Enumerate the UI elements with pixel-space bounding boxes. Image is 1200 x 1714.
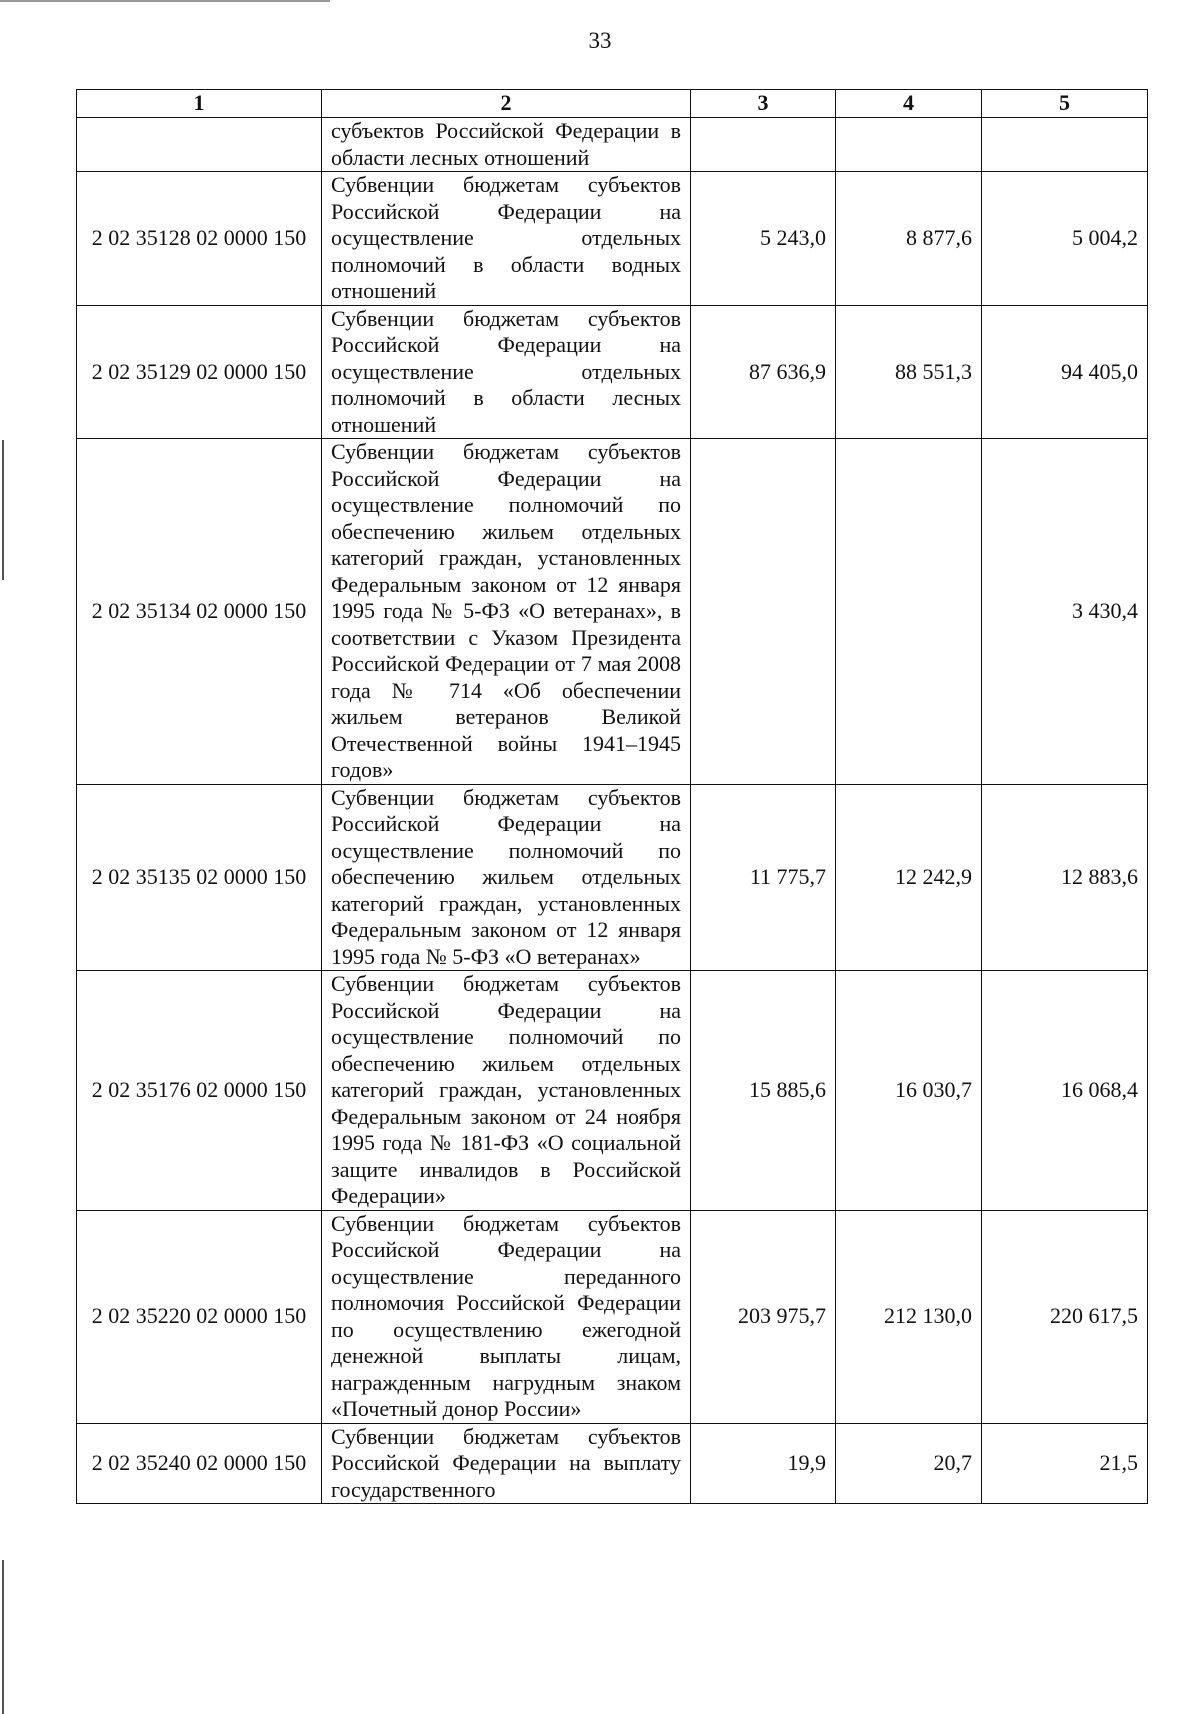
description-cell: Субвенции бюджетам субъектов Российской Федерации на осуществление отдельных полномочий в области водных отношений <box>322 172 691 306</box>
budget-code-cell: 2 02 35128 02 0000 150 <box>77 172 322 306</box>
budget-code-cell: 2 02 35220 02 0000 150 <box>77 1210 322 1423</box>
amount-col-3-cell: 5 243,0 <box>691 172 836 306</box>
budget-code-cell: 2 02 35134 02 0000 150 <box>77 439 322 785</box>
amount-col-4-cell: 20,7 <box>836 1423 982 1504</box>
table-row <box>77 118 1148 172</box>
amount-col-5-cell: 94 405,0 <box>982 305 1148 439</box>
description-cell: Субвенции бюджетам субъектов Российской Федерации на осуществление полномочий по обеспечению жильем отдельных категорий граждан, установленных Федеральным законом от 24 ноября 1995 года № 181-ФЗ «О социальной защите инвалидов в Российской Федерации» <box>322 971 691 1211</box>
amount-col-4-cell: 12 242,9 <box>836 784 982 971</box>
scan-artifact-left-lower <box>2 1560 4 1714</box>
budget-code-cell: 2 02 35176 02 0000 150 <box>77 971 322 1211</box>
amount-col-4-cell <box>836 439 982 785</box>
page-number: 33 <box>588 28 612 53</box>
description-cell: Субвенции бюджетам субъектов Российской Федерации на осуществление отдельных полномочий в области лесных отношений <box>322 305 691 439</box>
amount-col-3-cell: 203 975,7 <box>691 1210 836 1423</box>
amount-col-5-cell: 5 004,2 <box>982 172 1148 306</box>
amount-col-4-cell <box>836 118 982 172</box>
amount-col-3-cell: 19,9 <box>691 1423 836 1504</box>
table-row <box>77 172 1148 306</box>
table-row <box>77 1423 1148 1504</box>
table-body <box>77 118 1148 1504</box>
amount-col-5-cell: 220 617,5 <box>982 1210 1148 1423</box>
header-col-1: 1 <box>77 90 322 118</box>
amount-col-3-cell: 87 636,9 <box>691 305 836 439</box>
amount-col-5-cell: 21,5 <box>982 1423 1148 1504</box>
amount-col-5-cell: 3 430,4 <box>982 439 1148 785</box>
budget-code-cell: 2 02 35129 02 0000 150 <box>77 305 322 439</box>
amount-col-3-cell <box>691 439 836 785</box>
header-col-4: 4 <box>836 90 982 118</box>
table-row <box>77 305 1148 439</box>
description-cell: Субвенции бюджетам субъектов Российской Федерации на осуществление переданного полномочия Российской Федерации по осуществлению ежегодной денежной выплаты лицам, награжденным нагрудным знаком «Почетный донор России» <box>322 1210 691 1423</box>
budget-code-cell: 2 02 35135 02 0000 150 <box>77 784 322 971</box>
amount-col-4-cell: 16 030,7 <box>836 971 982 1211</box>
amount-col-5-cell: 16 068,4 <box>982 971 1148 1211</box>
table-row <box>77 784 1148 971</box>
table-row <box>77 439 1148 785</box>
scan-artifact-top <box>0 0 330 2</box>
table-row <box>77 971 1148 1211</box>
budget-code-cell <box>77 118 322 172</box>
description-cell: Субвенции бюджетам субъектов Российской Федерации на осуществление полномочий по обеспечению жильем отдельных категорий граждан, установленных Федеральным законом от 12 января 1995 года № 5-ФЗ «О ветеранах», в соответствии с Указом Президента Российской Федерации от 7 мая 2008 года № 714 «Об обеспечении жильем ветеранов Великой Отечественной войны 1941–1945 годов» <box>322 439 691 785</box>
header-row <box>77 90 1148 118</box>
scan-artifact-left <box>2 440 4 580</box>
amount-col-3-cell: 11 775,7 <box>691 784 836 971</box>
description-cell: субъектов Российской Федерации в области лесных отношений <box>322 118 691 172</box>
header-col-5: 5 <box>982 90 1148 118</box>
amount-col-5-cell: 12 883,6 <box>982 784 1148 971</box>
table-header <box>77 90 1148 118</box>
amount-col-4-cell: 8 877,6 <box>836 172 982 306</box>
amount-col-4-cell: 88 551,3 <box>836 305 982 439</box>
description-cell: Субвенции бюджетам субъектов Российской Федерации на осуществление полномочий по обеспечению жильем отдельных категорий граждан, установленных Федеральным законом от 12 января 1995 года № 5-ФЗ «О ветеранах» <box>322 784 691 971</box>
amount-col-3-cell: 15 885,6 <box>691 971 836 1211</box>
amount-col-4-cell: 212 130,0 <box>836 1210 982 1423</box>
table-row <box>77 1210 1148 1423</box>
budget-table <box>76 89 1148 1504</box>
header-col-2: 2 <box>322 90 691 118</box>
budget-code-cell: 2 02 35240 02 0000 150 <box>77 1423 322 1504</box>
description-cell: Субвенции бюджетам субъектов Российской Федерации на выплату государственного <box>322 1423 691 1504</box>
amount-col-5-cell <box>982 118 1148 172</box>
amount-col-3-cell <box>691 118 836 172</box>
header-col-3: 3 <box>691 90 836 118</box>
